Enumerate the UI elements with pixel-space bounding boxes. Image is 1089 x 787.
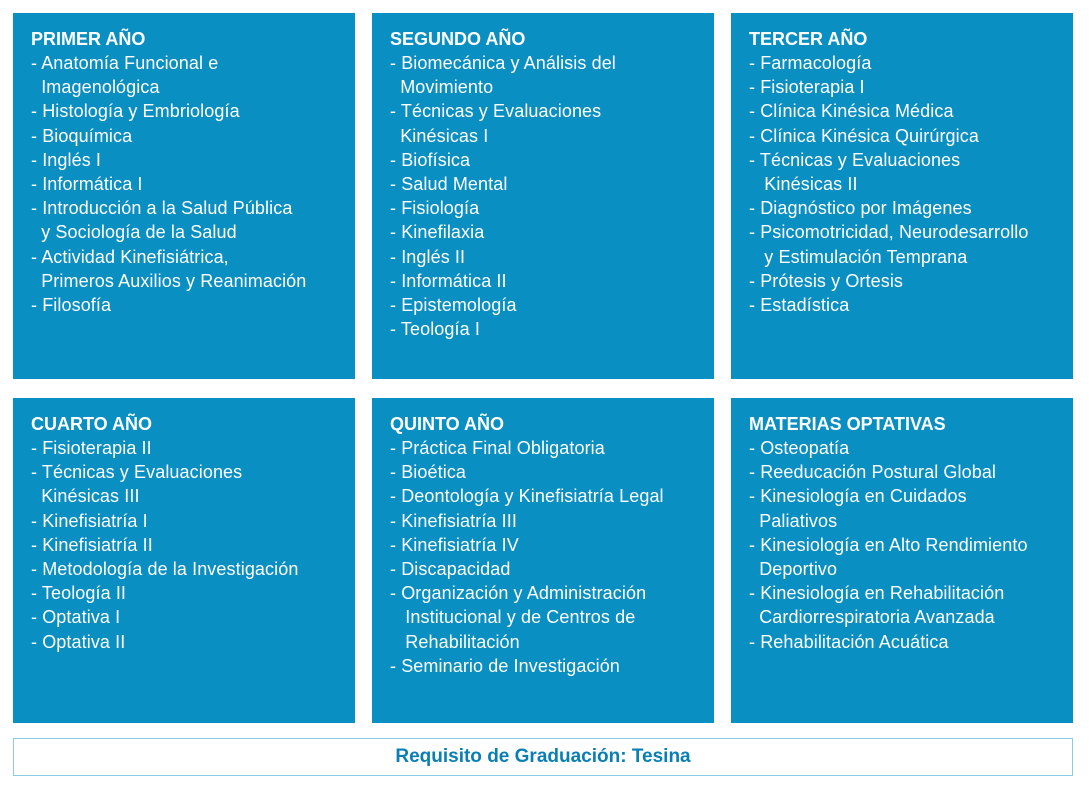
year-title: MATERIAS OPTATIVAS — [749, 414, 946, 434]
course-list — [31, 436, 347, 654]
course-line: - Reeducación Postural Global — [749, 462, 997, 483]
course-line: Rehabilitación — [390, 631, 520, 652]
year-title: QUINTO AÑO — [390, 414, 505, 434]
course-line: - Fisioterapia I — [749, 77, 865, 98]
course-line: - Kinefisiatría III — [390, 510, 517, 531]
course-line: - Informática I — [31, 174, 143, 195]
year-title: PRIMER AÑO — [31, 29, 146, 49]
course-line: - Farmacología — [749, 53, 872, 73]
course-line: - Optativa II — [31, 631, 126, 652]
box-materias-optativas — [731, 398, 1073, 723]
course-line: Kinésicas II — [749, 174, 858, 195]
course-line: y Estimulación Temprana — [749, 246, 968, 267]
graduation-requirement-text: Requisito de Graduación: Tesina — [395, 746, 691, 767]
course-line: y Sociología de la Salud — [31, 222, 237, 243]
course-line: - Optativa I — [31, 607, 121, 628]
course-line: - Psicomotricidad, Neurodesarrollo — [749, 222, 1029, 243]
course-line: - Kinefisiatría II — [31, 534, 153, 555]
course-line: - Estadística — [749, 295, 850, 316]
course-line: - Fisioterapia II — [31, 438, 152, 458]
course-line: - Discapacidad — [390, 559, 511, 580]
course-list — [749, 51, 1065, 317]
course-list — [390, 51, 706, 341]
course-line: - Informática II — [390, 270, 507, 291]
graduation-requirement-banner — [13, 738, 1073, 776]
course-line: - Kinesiología en Rehabilitación — [749, 583, 1005, 604]
course-line: - Deontología y Kinefisiatría Legal — [390, 486, 664, 507]
year-box-cuarto-ano — [13, 398, 355, 723]
course-list — [31, 51, 347, 317]
year-box-quinto-ano — [372, 398, 714, 723]
course-line: - Clínica Kinésica Médica — [749, 101, 954, 122]
year-box-tercer-ano — [731, 13, 1073, 379]
course-line: Paliativos — [749, 510, 838, 531]
course-line: - Seminario de Investigación — [390, 655, 620, 676]
course-line: - Metodología de la Investigación — [31, 559, 299, 580]
course-line: - Actividad Kinefisiátrica, — [31, 246, 229, 267]
course-line: - Teología I — [390, 319, 480, 340]
course-line: Imagenológica — [31, 77, 160, 98]
course-line: - Rehabilitación Acuática — [749, 631, 949, 652]
course-line: Institucional y de Centros de — [390, 607, 636, 628]
course-line: - Teología II — [31, 583, 127, 604]
course-line: Movimiento — [390, 77, 494, 98]
course-list — [749, 436, 1065, 654]
course-line: - Técnicas y Evaluaciones — [749, 149, 961, 170]
course-line: - Técnicas y Evaluaciones — [31, 462, 243, 483]
course-line: Deportivo — [749, 559, 838, 580]
course-line: - Organización y Administración — [390, 583, 647, 604]
course-line: - Filosofía — [31, 295, 112, 316]
year-title: SEGUNDO AÑO — [390, 29, 526, 49]
course-line: - Kinesiología en Alto Rendimiento — [749, 534, 1028, 555]
course-line: - Diagnóstico por Imágenes — [749, 198, 972, 219]
course-line: - Práctica Final Obligatoria — [390, 438, 605, 458]
course-line: Primeros Auxilios y Reanimación — [31, 270, 307, 291]
course-line: - Histología y Embriología — [31, 101, 240, 122]
course-line: - Kinesiología en Cuidados — [749, 486, 967, 507]
course-line: Kinésicas III — [31, 486, 140, 507]
course-line: - Biomecánica y Análisis del — [390, 53, 616, 73]
course-line: - Clínica Kinésica Quirúrgica — [749, 125, 979, 146]
course-line: - Kinefisiatría I — [31, 510, 148, 531]
course-line: - Técnicas y Evaluaciones — [390, 101, 602, 122]
course-line: - Bioquímica — [31, 125, 133, 146]
course-line: Cardiorrespiratoria Avanzada — [749, 607, 995, 628]
course-line: - Biofísica — [390, 149, 471, 170]
course-line: - Fisiología — [390, 198, 480, 219]
course-line: - Inglés II — [390, 246, 466, 267]
year-title: CUARTO AÑO — [31, 414, 152, 434]
year-box-segundo-ano — [372, 13, 714, 379]
course-line: - Salud Mental — [390, 174, 508, 195]
year-title: TERCER AÑO — [749, 29, 868, 49]
course-line: - Anatomía Funcional e — [31, 53, 219, 73]
course-line: - Introducción a la Salud Pública — [31, 198, 293, 219]
course-line: - Prótesis y Ortesis — [749, 270, 904, 291]
year-box-primer-ano — [13, 13, 355, 379]
course-line: - Epistemología — [390, 295, 517, 316]
course-list — [390, 436, 706, 678]
course-line: - Kinefisiatría IV — [390, 534, 519, 555]
course-line: Kinésicas I — [390, 125, 489, 146]
course-line: - Kinefilaxia — [390, 222, 485, 243]
course-line: - Osteopatía — [749, 438, 850, 458]
course-line: - Bioética — [390, 462, 467, 483]
course-line: - Inglés I — [31, 149, 102, 170]
